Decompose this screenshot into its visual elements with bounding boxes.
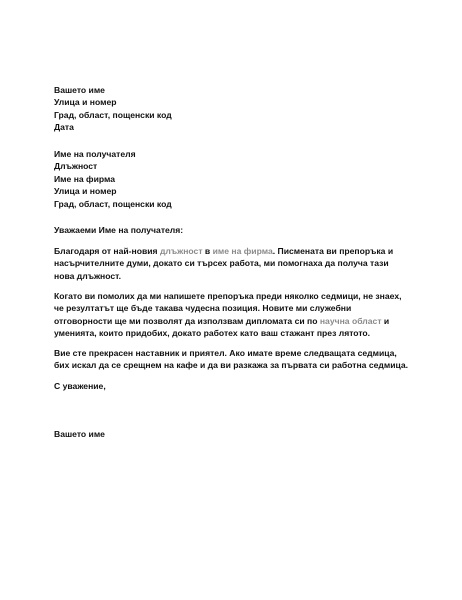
greeting-text: Уважаеми Име на получателя: xyxy=(54,225,184,235)
recipient-address xyxy=(54,148,410,210)
body-paragraph-1 xyxy=(54,245,410,282)
closing-text: С уважение, xyxy=(54,381,106,391)
placeholder-field: научна област xyxy=(319,315,382,326)
placeholder-position: длъжност xyxy=(159,246,203,256)
sender-city: Град, област, пощенски код xyxy=(54,109,172,120)
greeting xyxy=(54,224,410,236)
sender-name: Вашето име xyxy=(54,85,105,95)
placeholder-company: име на фирма xyxy=(212,246,273,256)
body-paragraph-2 xyxy=(54,290,410,340)
recipient-name: Име на получателя xyxy=(54,149,136,159)
sender-street: Улица и номер xyxy=(54,97,117,108)
signature-name: Вашето име xyxy=(54,429,105,439)
letter-date: Дата xyxy=(54,122,74,133)
paragraph-1-part-3: . Писмената ви препоръка и насърчителните думи, докато си търсех работа, ми помогнаха да получа тази нова длъжност. xyxy=(54,246,394,281)
recipient-title: Длъжност xyxy=(54,161,98,172)
paragraph-2-part-2: и уменията, които придобих, докато работех като ваш стажант през лятото. xyxy=(54,315,390,339)
signature xyxy=(54,428,410,440)
paragraph-1-part-2: в xyxy=(202,246,213,256)
sender-address xyxy=(54,84,410,134)
closing xyxy=(54,380,410,392)
recipient-city: Град, област, пощенски код xyxy=(54,198,172,209)
body-paragraph-3: Вие сте прекрасен наставник и приятел. Ако имате време следващата седмица, бих искал да се срещнем на кафе и да ви разкажа за първата си работна седмица. xyxy=(54,348,409,371)
recipient-street: Улица и номер xyxy=(54,186,117,197)
paragraph-1-part-1: Благодаря от най-новия xyxy=(54,246,160,256)
paragraph-2-part-1: Когато ви помолих да ми напишете препоръка преди няколко седмици, не знаех, че резултатът ще бъде такава чудесна позиция. Новите ми служебни отговорности ще ми позволят да използвам дипломата си по xyxy=(54,291,402,326)
recipient-company: Име на фирма xyxy=(54,173,116,184)
